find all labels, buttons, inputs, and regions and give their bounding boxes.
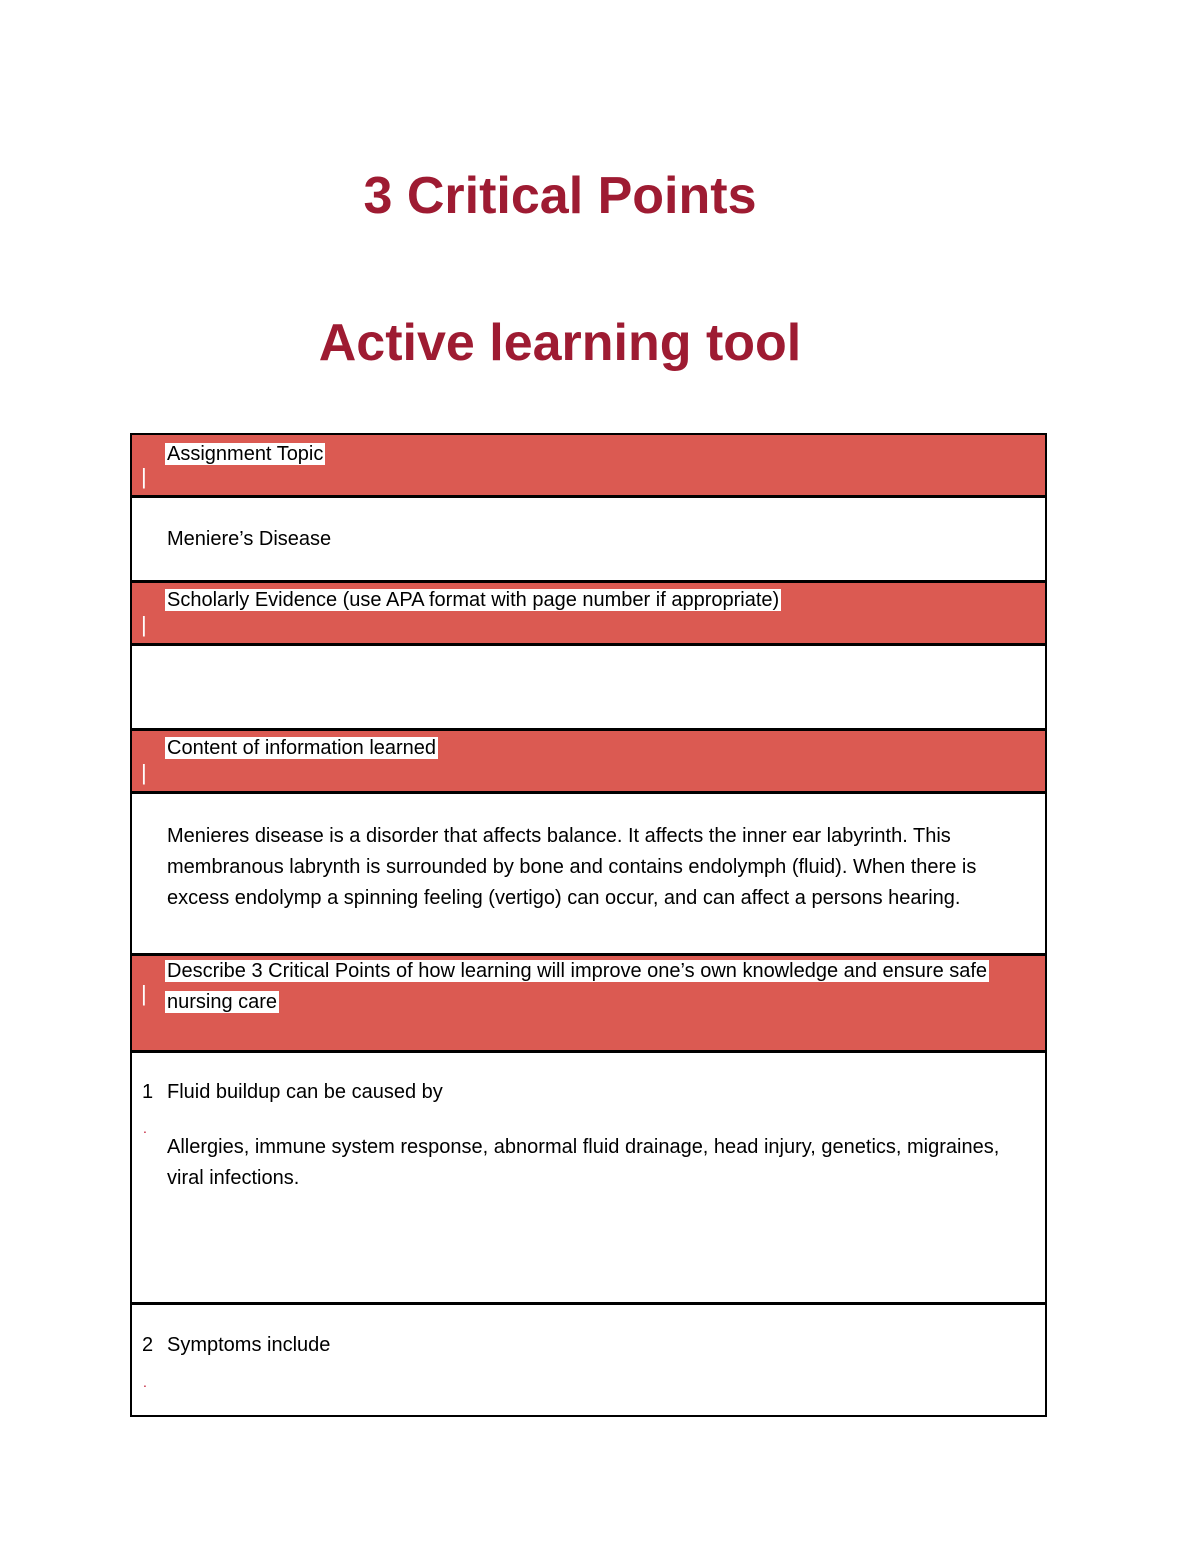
- assignment-topic-value-row: [132, 498, 1045, 583]
- content-learned-text: Menieres disease is a disorder that affects balance. It affects the inner ear labyrinth. This membranous labrynth is surrounded by bone and contains endolymph (fluid). When there is excess endolymp a spinning feeling (vertigo) can occur, and can affect a persons hearing.: [167, 825, 977, 909]
- content-learned-label: Content of information learned: [167, 737, 437, 759]
- row-marker: |: [141, 760, 147, 785]
- point-number: 1: [142, 1081, 154, 1103]
- scholarly-evidence-header-row: [132, 583, 1045, 646]
- critical-point-row-1: [132, 1053, 1045, 1305]
- row-marker: |: [141, 464, 147, 489]
- point-bullet-dot: .: [143, 1120, 147, 1136]
- point-1-line1: Fluid buildup can be caused by: [167, 1081, 443, 1103]
- critical-points-label-cell: [165, 956, 1025, 1018]
- point-1-line2: Allergies, immune system response, abnormal fluid drainage, head injury, genetics, migraines, viral infections.: [167, 1136, 1000, 1189]
- point-bullet-dot: .: [143, 1374, 147, 1390]
- assignment-table: [130, 433, 1047, 1417]
- critical-points-header-row: [132, 956, 1045, 1053]
- assignment-topic-label: Assignment Topic: [167, 443, 324, 465]
- critical-points-label: Describe 3 Critical Points of how learning will improve one’s own knowledge and ensure safe nursing care: [167, 960, 988, 1013]
- assignment-topic-value: Meniere’s Disease: [167, 528, 332, 550]
- point-2-line1: Symptoms include: [167, 1334, 331, 1356]
- page-title: 3 Critical Points: [363, 167, 757, 225]
- scholarly-label-cell: [165, 585, 1025, 616]
- scholarly-evidence-value-row: [132, 646, 1045, 731]
- content-header-row: [132, 731, 1045, 794]
- content-value-row: [132, 794, 1045, 956]
- scholarly-evidence-label: Scholarly Evidence (use APA format with page number if appropriate): [167, 589, 780, 611]
- page-subtitle: Active learning tool: [318, 314, 802, 372]
- point-number: 2: [142, 1334, 154, 1356]
- assignment-topic-label-cell: [165, 439, 1025, 470]
- row-marker: |: [141, 612, 147, 637]
- critical-point-row-2: [132, 1305, 1045, 1415]
- content-label-cell: [165, 733, 1025, 764]
- row-marker: |: [141, 981, 147, 1006]
- assignment-topic-header-row: [132, 435, 1045, 498]
